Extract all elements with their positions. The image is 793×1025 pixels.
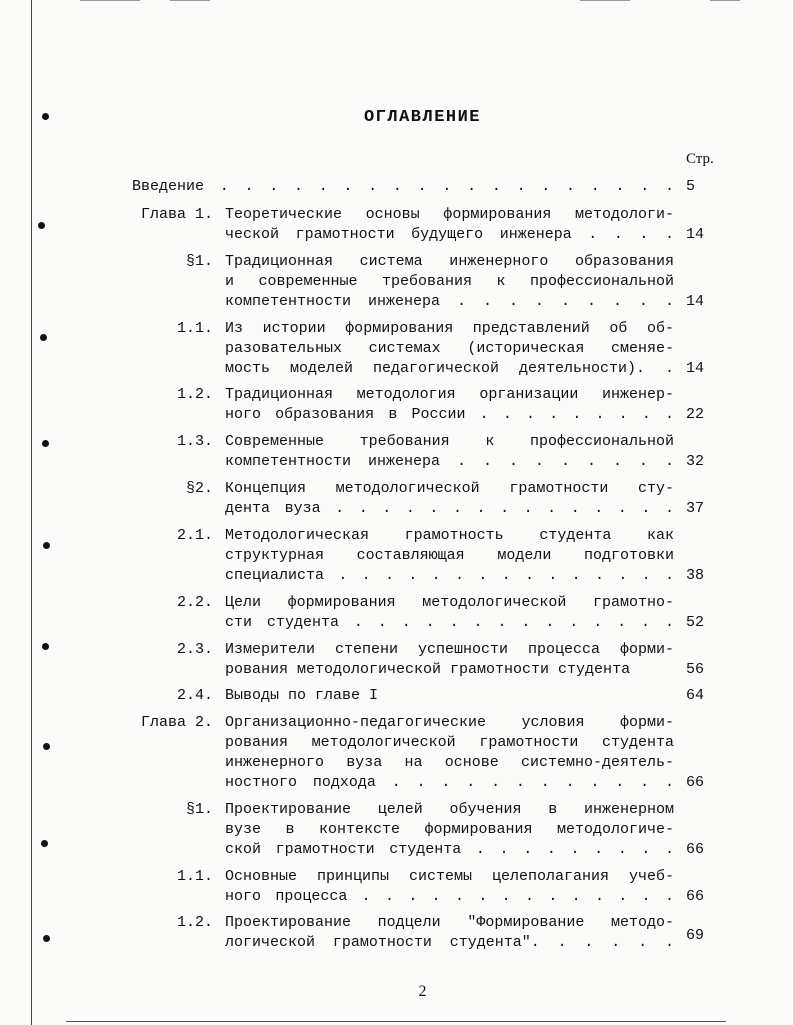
punch-hole-mark [38, 222, 45, 229]
punch-hole-mark [43, 743, 50, 750]
toc-entry-number: 1.3. [176, 433, 213, 450]
toc-entry-number: 2.1. [176, 527, 213, 544]
toc-entry-number: 2.3. [176, 641, 213, 658]
toc-entry-page: 66 [686, 841, 705, 858]
toc-entry-page: 56 [686, 661, 705, 678]
toc-entry-title [225, 867, 674, 907]
toc-entry-title [225, 686, 674, 706]
scan-top-marks [60, 0, 753, 2]
toc-entry-page: 66 [686, 888, 705, 905]
punch-hole-mark [43, 935, 50, 942]
scan-bottom-line [66, 1021, 726, 1022]
toc-entry-line: компетентности инженера . . . . . . . . . [225, 293, 674, 310]
toc-entry-page: 32 [686, 453, 705, 470]
toc-entry-line: разовательных системах (историческая сменяе- [225, 340, 674, 357]
toc-entry-title [225, 913, 674, 953]
toc-entry-title [225, 205, 674, 245]
punch-hole-mark [43, 542, 50, 549]
toc-entry-line: Введение . . . . . . . . . . . . . . . . . . . [132, 178, 674, 195]
toc-entry-number: 1.1. [176, 320, 213, 337]
toc-entry-title [225, 526, 674, 586]
toc-entry-line: дента вуза . . . . . . . . . . . . . . . [225, 500, 674, 517]
toc-entry-line: Измерители степени успешности процесса форми- [225, 641, 674, 658]
toc-entry-line: Проектирование подцели "Формирование методо- [225, 914, 674, 931]
toc-entry-page: 14 [686, 293, 705, 310]
page-column-label: Стр. [686, 151, 714, 167]
toc-entry-title [225, 432, 674, 472]
toc-entry-line: структурная составляющая модели подготовки [225, 547, 674, 564]
toc-entry-title [225, 713, 674, 793]
toc-entry-line: логической грамотности студента". . . . . . [225, 934, 674, 951]
toc-entry-line: Традиционная система инженерного образования [225, 253, 674, 270]
toc-entry-title [225, 800, 674, 860]
toc-entry-title [225, 479, 674, 519]
toc-entry-line: Традиционная методология организации инженер- [225, 386, 674, 403]
toc-entry-line: Методологическая грамотность студента как [225, 527, 674, 544]
toc-entry-line: Концепция методологической грамотности сту- [225, 480, 674, 497]
toc-entry-line: рования методологической грамотности студента [225, 661, 631, 678]
toc-entry-line: Теоретические основы формирования методологи- [225, 206, 674, 223]
toc-entry-page: 5 [686, 178, 696, 195]
toc-entry-page: 22 [686, 406, 705, 423]
toc-entry-page: 38 [686, 567, 705, 584]
toc-entry-line: Выводы по главе I [225, 687, 379, 704]
punch-hole-mark [42, 440, 49, 447]
page-number: 2 [418, 983, 427, 1000]
toc-entry-line: ческой грамотности будущего инженера . . . . [225, 226, 674, 243]
toc-entry-number: Глава 2. [140, 714, 213, 731]
toc-entry-line: ного процесса . . . . . . . . . . . . . . [225, 888, 674, 905]
page-title: ОГЛАВЛЕНИЕ [363, 108, 482, 127]
toc-entry-line: ской грамотности студента . . . . . . . . . [225, 841, 674, 858]
toc-entry-title [132, 177, 674, 197]
toc-entry-page: 66 [686, 774, 705, 791]
toc-entry-line: Основные принципы системы целеполагания учеб- [225, 868, 674, 885]
toc-entry-line: вузе в контексте формирования методологиче- [225, 821, 674, 838]
toc-entry-page: 64 [686, 687, 705, 704]
toc-entry-line: мость моделей педагогической деятельности). . [225, 360, 674, 377]
toc-entry-line: Проектирование целей обучения в инженерном [225, 801, 674, 818]
scan-edge-left [31, 0, 32, 1025]
toc-entry-line: компетентности инженера . . . . . . . . . [225, 453, 674, 470]
toc-entry-line: Современные требования к профессиональной [225, 433, 674, 450]
toc-entry-title [225, 319, 674, 379]
toc-entry-number: §1. [185, 801, 213, 818]
toc-entry-page: 37 [686, 500, 705, 517]
toc-entry-number: 2.2. [176, 594, 213, 611]
toc-entry-number: Глава 1. [140, 206, 213, 223]
toc-entry-number: 1.2. [176, 914, 213, 931]
punch-hole-mark [41, 840, 48, 847]
toc-entry-page: 14 [686, 226, 705, 243]
toc-entry-number: 1.1. [176, 868, 213, 885]
punch-hole-mark [40, 334, 47, 341]
toc-entry-title [225, 385, 674, 425]
toc-entry-title [225, 640, 674, 680]
toc-entry-line: ного образования в России . . . . . . . . . [225, 406, 674, 423]
toc-entry-line: рования методологической грамотности студента [225, 734, 674, 751]
toc-entry-number: 1.2. [176, 386, 213, 403]
toc-entry-number: §2. [185, 480, 213, 497]
toc-entry-line: инженерного вуза на основе системно-деятель- [225, 754, 674, 771]
toc-entry-line: Организационно-педагогические условия форми- [225, 714, 674, 731]
toc-entry-page: 14 [686, 360, 705, 377]
toc-entry-page: 69 [686, 927, 705, 944]
toc-entry-page: 52 [686, 614, 705, 631]
toc-entry-line: ностного подхода . . . . . . . . . . . . [225, 774, 674, 791]
toc-entry-line: и современные требования к профессиональной [225, 273, 674, 290]
toc-entry-title [225, 593, 674, 633]
toc-entry-line: Цели формирования методологической грамотно- [225, 594, 674, 611]
toc-entry-line: Из истории формирования представлений об об- [225, 320, 674, 337]
toc-entry-line: сти студента . . . . . . . . . . . . . . [225, 614, 674, 631]
toc-entry-line: специалиста . . . . . . . . . . . . . . . [225, 567, 674, 584]
toc-entry-number: 2.4. [176, 687, 213, 704]
toc-entry-title [225, 252, 674, 312]
punch-hole-mark [42, 643, 49, 650]
toc-entry-number: §1. [185, 253, 213, 270]
